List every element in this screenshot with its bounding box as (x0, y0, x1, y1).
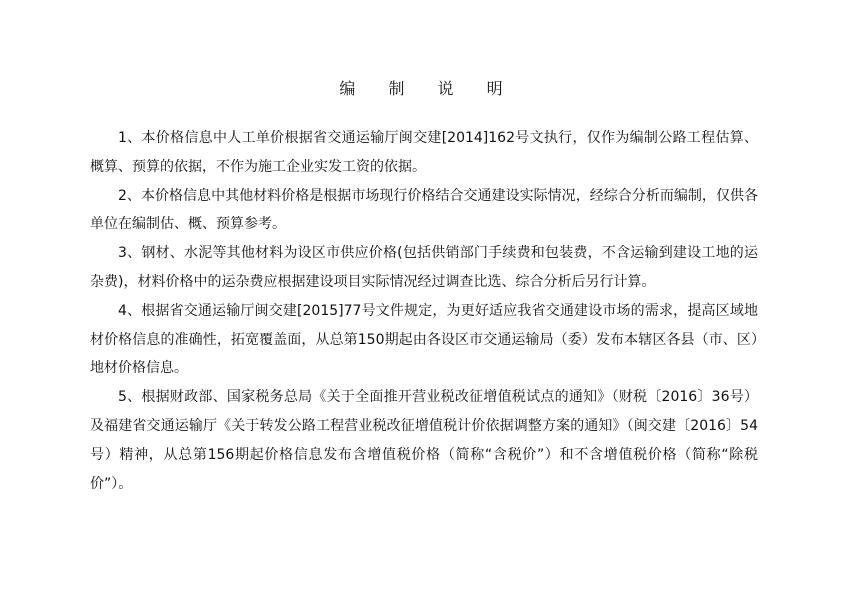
paragraph-3: 3、钢材、水泥等其他材料为设区市供应价格(包括供销部门手续费和包装费，不含运输到建设工地的运杂费)，材料价格中的运杂费应根据建设项目实际情况经过调查比选、综合分析后另行计算。 (90, 245, 758, 290)
paragraph-5: 5、根据财政部、国家税务总局《关于全面推开营业税改征增值税试点的通知》（财税〔2016〕36号）及福建省交通运输厅《关于转发公路工程营业税改征增值税计价依据调整方案的通知》（闽交建〔2016〕54号）精神，从总第156期起价格信息发布含增值税价格（简称“含税价”）和不含增值税价格（简称“除税价”）。 (90, 389, 758, 492)
document-title: 编 制 说 明 (339, 79, 517, 98)
document-body (90, 124, 758, 498)
paragraph-4: 4、根据省交通运输厅闽交建[2015]77号文件规定，为更好适应我省交通建设市场的需求，提高区域地材价格信息的准确性，拓宽覆盖面，从总第150期起由各设区市交通运输局（委）发布本辖区各县（市、区）地材价格信息。 (90, 302, 758, 377)
paragraph-1: 1、本价格信息中人工单价根据省交通运输厅闽交建[2014]162号文执行，仅作为编制公路工程估算、概算、预算的依据，不作为施工企业实发工资的依据。 (90, 130, 758, 175)
paragraph-2: 2、本价格信息中其他材料价格是根据市场现行价格结合交通建设实际情况，经综合分析而编制，仅供各单位在编制估、概、预算参考。 (90, 187, 758, 233)
